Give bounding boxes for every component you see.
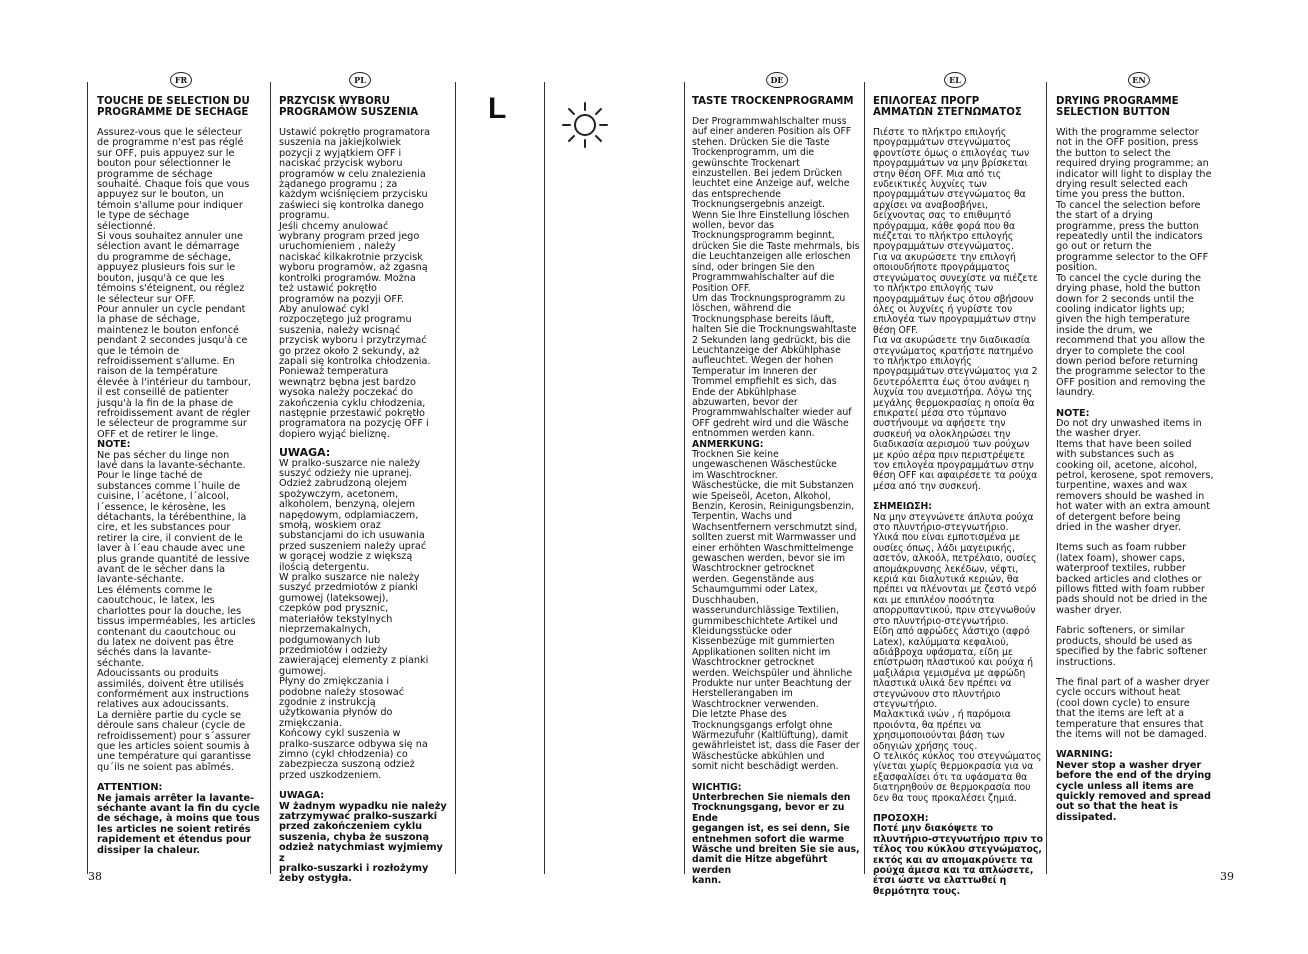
column-divider	[1046, 82, 1047, 874]
column-divider	[455, 82, 456, 874]
note-label: UWAGA:	[279, 446, 331, 460]
language-flag-pl: PL	[349, 72, 371, 88]
note-text: Trocknen Sie keine ungewaschenen Wäschestücke im Waschtrockner. Wäschestücke, die mit Substanzen wie Speiseöl, Aceton, Alkohol, Benzin, Kerosin, Reinigungsbenzin, Terpentin, Wachs und Wachsentfernern verschmutzt sind, sollten zuerst mit Warmwasser und einer erhöhten Waschmittelmenge gewaschen werden, bevor sie im Waschtrockner getrocknet werden. Gegenstände aus Schaumgummi oder Latex, Duschhauben, wasserundurchlässige Textilien, gummibeschichtete Artikel und Kleidungsstücke oder Kissenbezüge mit gummierten Applikationen sollten nicht im Waschtrockner getrocknet werden. Weichspüler und ähnliche Produkte nur unter Beachtung der Herstellerangaben im Waschtrockner verwenden. Die letzte Phase des Trocknungsgangs erfolgt ohne Wärmezufuhr (Kaltlüftung), damit gewährleistet ist, dass die Faser der Wäschestücke abkühlen und somit nicht beschädigt werden.	[692, 449, 860, 773]
section-title: ΕΠΙΛΟΓΕΑΣ ΠΡΟΓΡ ΑΜΜΑΤΩΝ ΣΤΕΓΝΩΜΑΤΟΣ	[873, 96, 1022, 118]
body-text: Der Programmwahlschalter muss auf einer anderen Position als OFF stehen. Drücken Sie die Taste Trockenprogramm, um die gewünschte Trockenart einzustellen. Bei jedem Drücken leuchtet eine Anzeige auf, welche das entsprechende Trocknungsergebnis anzeigt. Wenn Sie Ihre Einstellung löschen wollen, bevor das Trocknungsprogramm beginnt, drücken Sie die Taste mehrmals, bis die Leuchtanzeigen alle erloschen sind, oder bringen Sie den Programmwahlschalter auf die Position OFF. Um das Trocknungsprogramm zu löschen, während die Trocknungsphase bereits läuft, halten Sie die Trocknungswahltaste 2 Sekunden lang gedrückt, bis die Leuchtanzeige der Abkühlphase aufleuchtet. Wegen der hohen Temperatur im Inneren der Trommel empfiehlt es sich, das Ende der Abkühlphase abzuwarten, bevor der Programmwahlschalter wieder auf OFF gedreht wird und die Wäsche entnommen werden kann.	[692, 116, 860, 440]
language-flag-el: EL	[944, 72, 966, 88]
warning-text: W żadnym wypadku nie należy zatrzymywać pralko-suszarki przed zakończeniem cyklu suszenia, chyba że suszoną odzież natychmiast wyjmiemy z pralko-suszarki i rozłożymy żeby ostygła.	[279, 800, 447, 885]
column-de	[692, 96, 862, 887]
note-text: Items such as foam rubber (latex foam), shower caps, waterproof textiles, rubber backed articles and clothes or pillows fitted with foam rubber pads should not be dried in the washer dryer.	[1056, 542, 1208, 616]
body-text: Ustawić pokrętło programatora suszenia na jakiejkolwiek pozycji z wyjątkiem OFF i naciskać przycisk wyboru programów w celu znalezienia żądanego programu ; za każdym wciśnięciem przycisku zaświeci się kontrolka danego programu. Jeśli chcemy anulować wybrany program przed jego uruchomieniem , należy naciskać kilkakrotnie przycisk wyboru programów, aż zgasną kontrolki programów. Można też ustawić pokrętło programów na pozyji OFF. Aby anulować cykl rozpoczętego już programu suszenia, należy wcisnąć przycisk wyboru i przytrzymać go przez około 2 sekundy, aż zapali się kontrolka chłodzenia. Ponieważ temperatura wewnątrz bębna jest bardzo wysoka należy poczekać do zakończenia cyklu chłodzenia, następnie przestawić pokrętło programatora na pozycję OFF i dopiero wyjąć bieliznę.	[279, 127, 431, 440]
column-divider	[270, 82, 271, 874]
note-text: Do not dry unwashed items in the washer dryer. Items that have been soiled with substances such as cooking oil, acetone, alcohol, petrol, kerosene, spot removers, turpentine, waxes and wax removers should be washed in hot water with an extra amount of detergent before being dried in the washer dryer.	[1056, 417, 1214, 534]
column-divider	[544, 82, 545, 874]
section-title: PRZYCISK WYBORU PROGRAMÓW SUSZENIA	[279, 96, 419, 118]
column-en	[1056, 96, 1232, 823]
note-text: The final part of a washer dryer cycle occurs without heat (cool down cycle) to ensure that the items are left at a temperature that ensures that the items will not be damaged.	[1056, 676, 1210, 740]
page-number-left: 38	[88, 870, 102, 883]
note-text: W pralko-suszarce nie należy suszyć odzieży nie upranej. Odzież zabrudzoną olejem spożywczym, acetonem, alkoholem, benzyną, olejem napędowym, odplamiaczem, smołą, woskiem oraz substancjami do ich usuwania przed suszeniem należy uprać w gorącej wodzie z większą ilością detergentu. W pralko suszarce nie należy suszyć przedmiotów z pianki gumowej (lateksowej), czepków pod prysznic, materiałów tekstylnych nieprzemakalnych, podgumowanych lub przedmiotów i odzieży zawierającej elementy z pianki gumowej. Płyny do zmiękczania i podobne należy stosować zgodnie z instrukcją użytkowania płynów do zmiękczania. Końcowy cykl suszenia w pralko-suszarce odbywa się na zimno (cykl chłodzenia) co zabezpiecza suszoną odzież przed uszkodzeniem.	[279, 457, 429, 781]
column-divider	[684, 82, 685, 874]
language-flag-de: DE	[766, 72, 788, 88]
warning-text: Ne jamais arrêter la lavante- séchante avant la fin du cycle de séchage, à moins que tous les articles ne soient retirés rapidement et étendus pour dissiper la chaleur.	[97, 792, 260, 856]
note-label: ΣΗΜΕΙΩΣΗ:	[873, 501, 932, 513]
note-label: NOTE:	[1056, 407, 1090, 419]
column-divider	[87, 82, 88, 874]
column-divider	[864, 82, 865, 874]
warning-text: Unterbrechen Sie niemals den Trocknungsgang, bevor er zu Ende gegangen ist, es sei denn, Sie entnehmen sofort die warme Wäsche und breiten Sie sie aus, damit die Hitze abgeführt werden kann.	[692, 792, 860, 887]
sun-icon	[560, 100, 610, 150]
note-text: Ne pas sécher du linge non lavé dans la lavante-séchante. Pour le linge taché de substances comme l´huile de cuisine, l´acétone, l´alcool, l´essence, le kérosène, les détachants, la térébenthine, la cire, et les substances pour retirer la cire, il convient de le laver à l´eau chaude avec une plus grande quantité de lessive avant de le sécher dans la lavante-séchante. Les éléments comme le caoutchouc, le latex, les charlottes pour la douche, les tissus imperméables, les articles contenant du caoutchouc ou du latex ne doivent pas être séchés dans la lavante- séchante. Adoucissants ou produits assimilés, doivent être utilisés conformément aux instructions relatives aux adoucissants. La dernière partie du cycle se déroule sans chaleur (cycle de refroidissement) pour s´assurer que les articles soient soumis à une température qui garantisse qu´ils ne soient pas abîmés.	[97, 449, 256, 773]
language-flag-fr: FR	[170, 72, 192, 88]
warning-text: Ποτέ μην διακόψετε το πλυντήριο-στεγνωτήριο πριν το τέλος του κύκλου στεγνώματος, εκτός και αν απομακρύνετε τα ρούχα άμεσα και τα απλώσετε, έτσι ώστε να ελαττωθεί η θερμότητα τους.	[873, 823, 1043, 897]
warning-label: ΠΡΟΣΟΧΗ:	[873, 813, 929, 824]
body-text: Assurez-vous que le sélecteur de programme n'est pas réglé sur OFF, puis appuyez sur le bouton pour sélectionner le programme de séchage souhaité. Chaque fois que vous appuyez sur le bouton, un témoin s'allume pour indiquer le type de séchage sélectionné. Si vous souhaitez annuler une sélection avant le démarrage du programme de séchage, appuyez plusieurs fois sur le bouton, jusqu'à ce que les témoins s'éteignent, ou réglez le sélecteur sur OFF. Pour annuler un cycle pendant la phase de séchage, maintenez le bouton enfoncé pendant 2 secondes jusqu'à ce que le témoin de refroidissement s'allume. En raison de la température élevée à l'intérieur du tambour, il est conseillé de patienter jusqu'à la fin de la phase de refroidissement avant de régler le sélecteur de programme sur OFF et de retirer le linge.	[97, 127, 251, 440]
column-pl	[279, 96, 451, 885]
warning-label: WICHTIG:	[692, 781, 742, 793]
warning-label: ATTENTION:	[97, 782, 163, 794]
note-text: Fabric softeners, or similar products, should be used as specified by the fabric softener instructions.	[1056, 625, 1208, 668]
section-letter: L	[488, 92, 507, 125]
column-fr	[97, 96, 267, 856]
section-title: TOUCHE DE SELECTION DU PROGRAMME DE SECHAGE	[97, 96, 250, 118]
note-text: Να μην στεγνώνετε άπλυτα ρούχα στο πλυντήριο-στεγνωτήριο. Υλικά που είναι εμποτισμένα με ουσίες όπως, λάδι μαγειρικής, ασετόν, αλκοόλ, πετρέλαιο, ουσίες απομάκρυνσης λεκέδων, νέφτι, κεριά και διαλυτικά κεριών, θα πρέπει να πλένονται με ζεστό νερό και με επιπλέον ποσότητα απορρυπαντικού, πριν στεγνωθούν στο πλυντήριο-στεγνωτήριο. Είδη από αφρώδες λάστιχο (αφρό Latex), καλύμματα κεφαλιού, αδιάβροχα υφάσματα, είδη με επίστρωση πλαστικού και ρούχα ή μαξιλάρια γεμισμένα με αφρώδη πλαστικά υλικά δεν πρέπει να στεγνώνουν στο πλυντήριο στεγνωτήριο. Μαλακτικά ινών , ή παρόμοια προιόντα, θα πρέπει να χρησιμοποιούνται βάση των οδηγιών χρήσης τους. Ο τελικός κύκλος του στεγνώματος γίνεται χωρίς θερμοκρασία για να εξασφαλίσει ότι τα υφάσματα θα διατηρηθούν σε θερμοκρασία που δεν θα τους προκαλέσει ζημιά.	[873, 511, 1042, 804]
warning-label: UWAGA:	[279, 790, 325, 802]
note-label: ANMERKUNG:	[692, 438, 764, 450]
body-text: Πιέστε το πλήκτρο επιλογής προγραμμάτων στεγνώματος φροντίστε όμως ο επιλογέας των προγραμμάτων να μην βρίσκεται στην θέση OFF. Μια από τις ενδεικτικές λυχνίες των προγραμμάτων στεγνώματος θα αρχίσει να αναβοσβήνει, δείχνοντας σας το επιθυμητό πρόγραμμα, κάθε φορά που θα πιέζεται το πλήκτρο επιλογής προγραμμάτων στεγνώματος. Για να ακυρώσετε την επιλογή οποιουδήποτε προγράμματος στεγνώματος συνεχίστε να πιέζετε το πλήκτρο επιλογής των προγραμμάτων έως ότου σβήσουν όλες οι λυχνίες ή γυρίστε τον επιλογέα των προγραμμάτων στην θέση OFF. Για να ακυρώσετε την διαδικασία στεγνώματος κρατήστε πατημένο το πλήκτρο επιλογής προγραμμάτων στεγνώματος για 2 δευτερόλεπτα έως ότου ανάψει η λυχνία του ανεμιστήρα. Λόγω της μεγάλης θερμοκρασίας η οποία θα επικρατεί μέσα στο τύμπανο συστήνουμε να αφήσετε την συσκευή να ολοκληρώσει την διαδικασία αερισμού των ρούχων με κρύο αέρα πριν περιστρέψετε τον επιλογέα προγραμμάτων στην θέση OFF και αφαιρέσετε τα ρούχα μέσα από την συσκευή.	[873, 127, 1038, 492]
language-flag-en: EN	[1128, 72, 1150, 88]
warning-label: WARNING:	[1056, 749, 1113, 761]
section-title: DRYING PROGRAMME SELECTION BUTTON	[1056, 96, 1179, 118]
page-number-right: 39	[1220, 870, 1234, 883]
section-title: TASTE TROCKENPROGRAMM	[692, 96, 854, 107]
warning-text: Never stop a washer dryer before the end of the drying cycle unless all items are quickly removed and spread out so that the heat is dissipated.	[1056, 759, 1212, 823]
body-text: With the programme selector not in the OFF position, press the button to select the required drying programme; an indicator will light to display the drying result selected each time you press the button. To cancel the selection before the start of a drying programme, press the button repeatedly until the indicators go out or return the programme selector to the OFF position. To cancel the cycle during the drying phase, hold the button down for 2 seconds until the cooling indicator lights up; given the high temperature inside the drum, we recommend that you allow the dryer to complete the cool down period before returning the programme selector to the OFF position and removing the laundry.	[1056, 127, 1212, 399]
note-label: NOTE:	[97, 439, 131, 451]
column-el	[873, 96, 1045, 897]
